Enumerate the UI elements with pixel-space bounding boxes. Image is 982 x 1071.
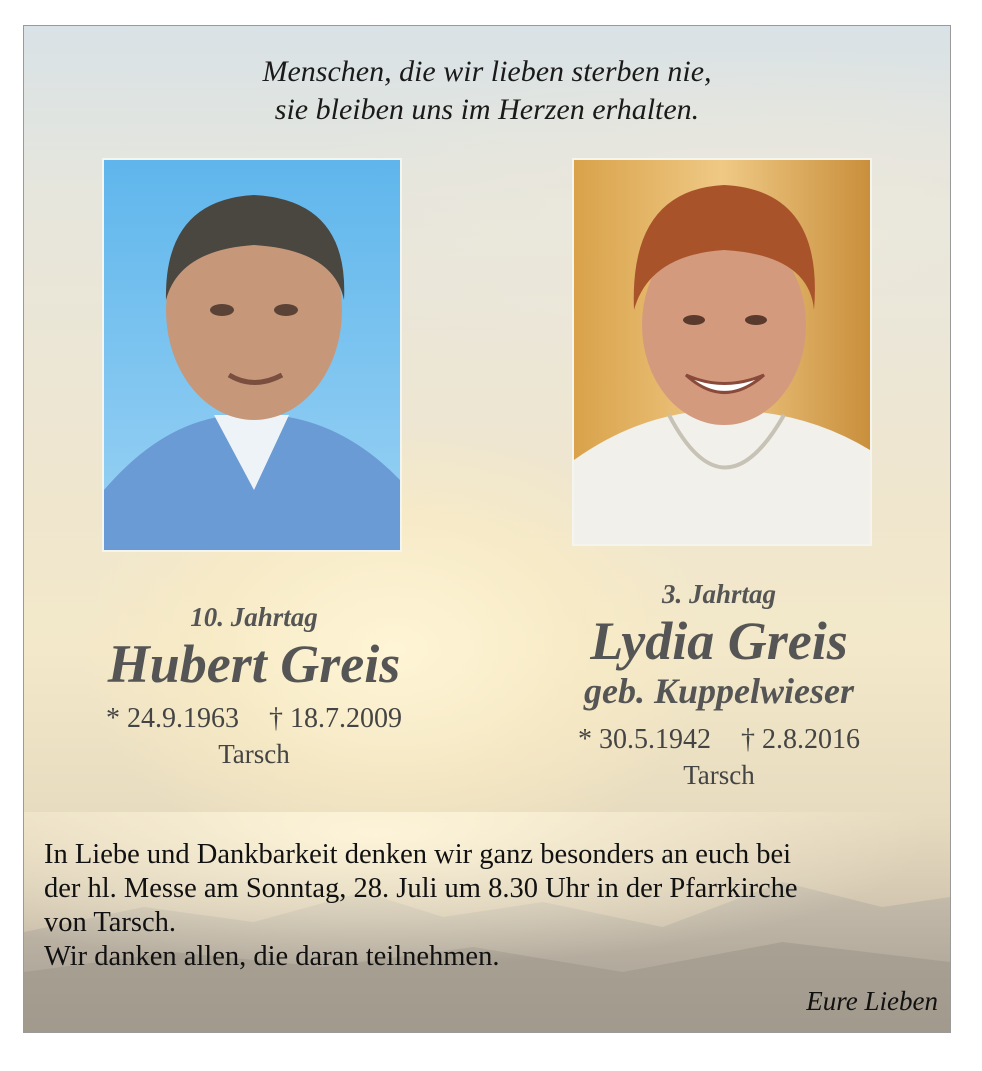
text-line-3: von Tarsch. xyxy=(44,907,177,938)
memorial-notice xyxy=(23,25,951,1033)
motto-line-1: Menschen, die wir lieben sterben nie, xyxy=(262,55,712,88)
left-anniversary: 10. Jahrtag xyxy=(190,602,318,632)
left-died: † 18.7.2009 xyxy=(269,703,402,734)
left-name: Hubert Greis xyxy=(107,634,401,694)
left-dates xyxy=(64,701,444,737)
right-anniversary: 3. Jahrtag xyxy=(661,579,777,609)
announcement-text xyxy=(44,838,944,974)
right-maiden-name: geb. Kuppelwieser xyxy=(584,671,854,711)
text-line-2: der hl. Messe am Sonntag, 28. Juli um 8.30 Uhr in der Pfarrkirche xyxy=(44,873,798,904)
left-born: * 24.9.1963 xyxy=(106,703,239,734)
motto-line-2: sie bleiben uns im Herzen erhalten. xyxy=(274,93,700,126)
portrait-lydia xyxy=(572,158,872,546)
right-born: * 30.5.1942 xyxy=(578,724,711,755)
portrait-hubert xyxy=(102,158,402,552)
right-dates xyxy=(524,722,914,758)
text-line-4: Wir danken allen, die daran teilnehmen. xyxy=(44,941,500,972)
left-column xyxy=(64,602,444,771)
right-place: Tarsch xyxy=(683,760,755,790)
text-line-1: In Liebe und Dankbarkeit denken wir ganz besonders an euch bei xyxy=(44,839,792,870)
right-name: Lydia Greis xyxy=(590,611,848,671)
signature: Eure Lieben xyxy=(806,986,938,1016)
right-died: † 2.8.2016 xyxy=(741,724,860,755)
right-column xyxy=(524,579,914,792)
left-place: Tarsch xyxy=(218,739,290,769)
